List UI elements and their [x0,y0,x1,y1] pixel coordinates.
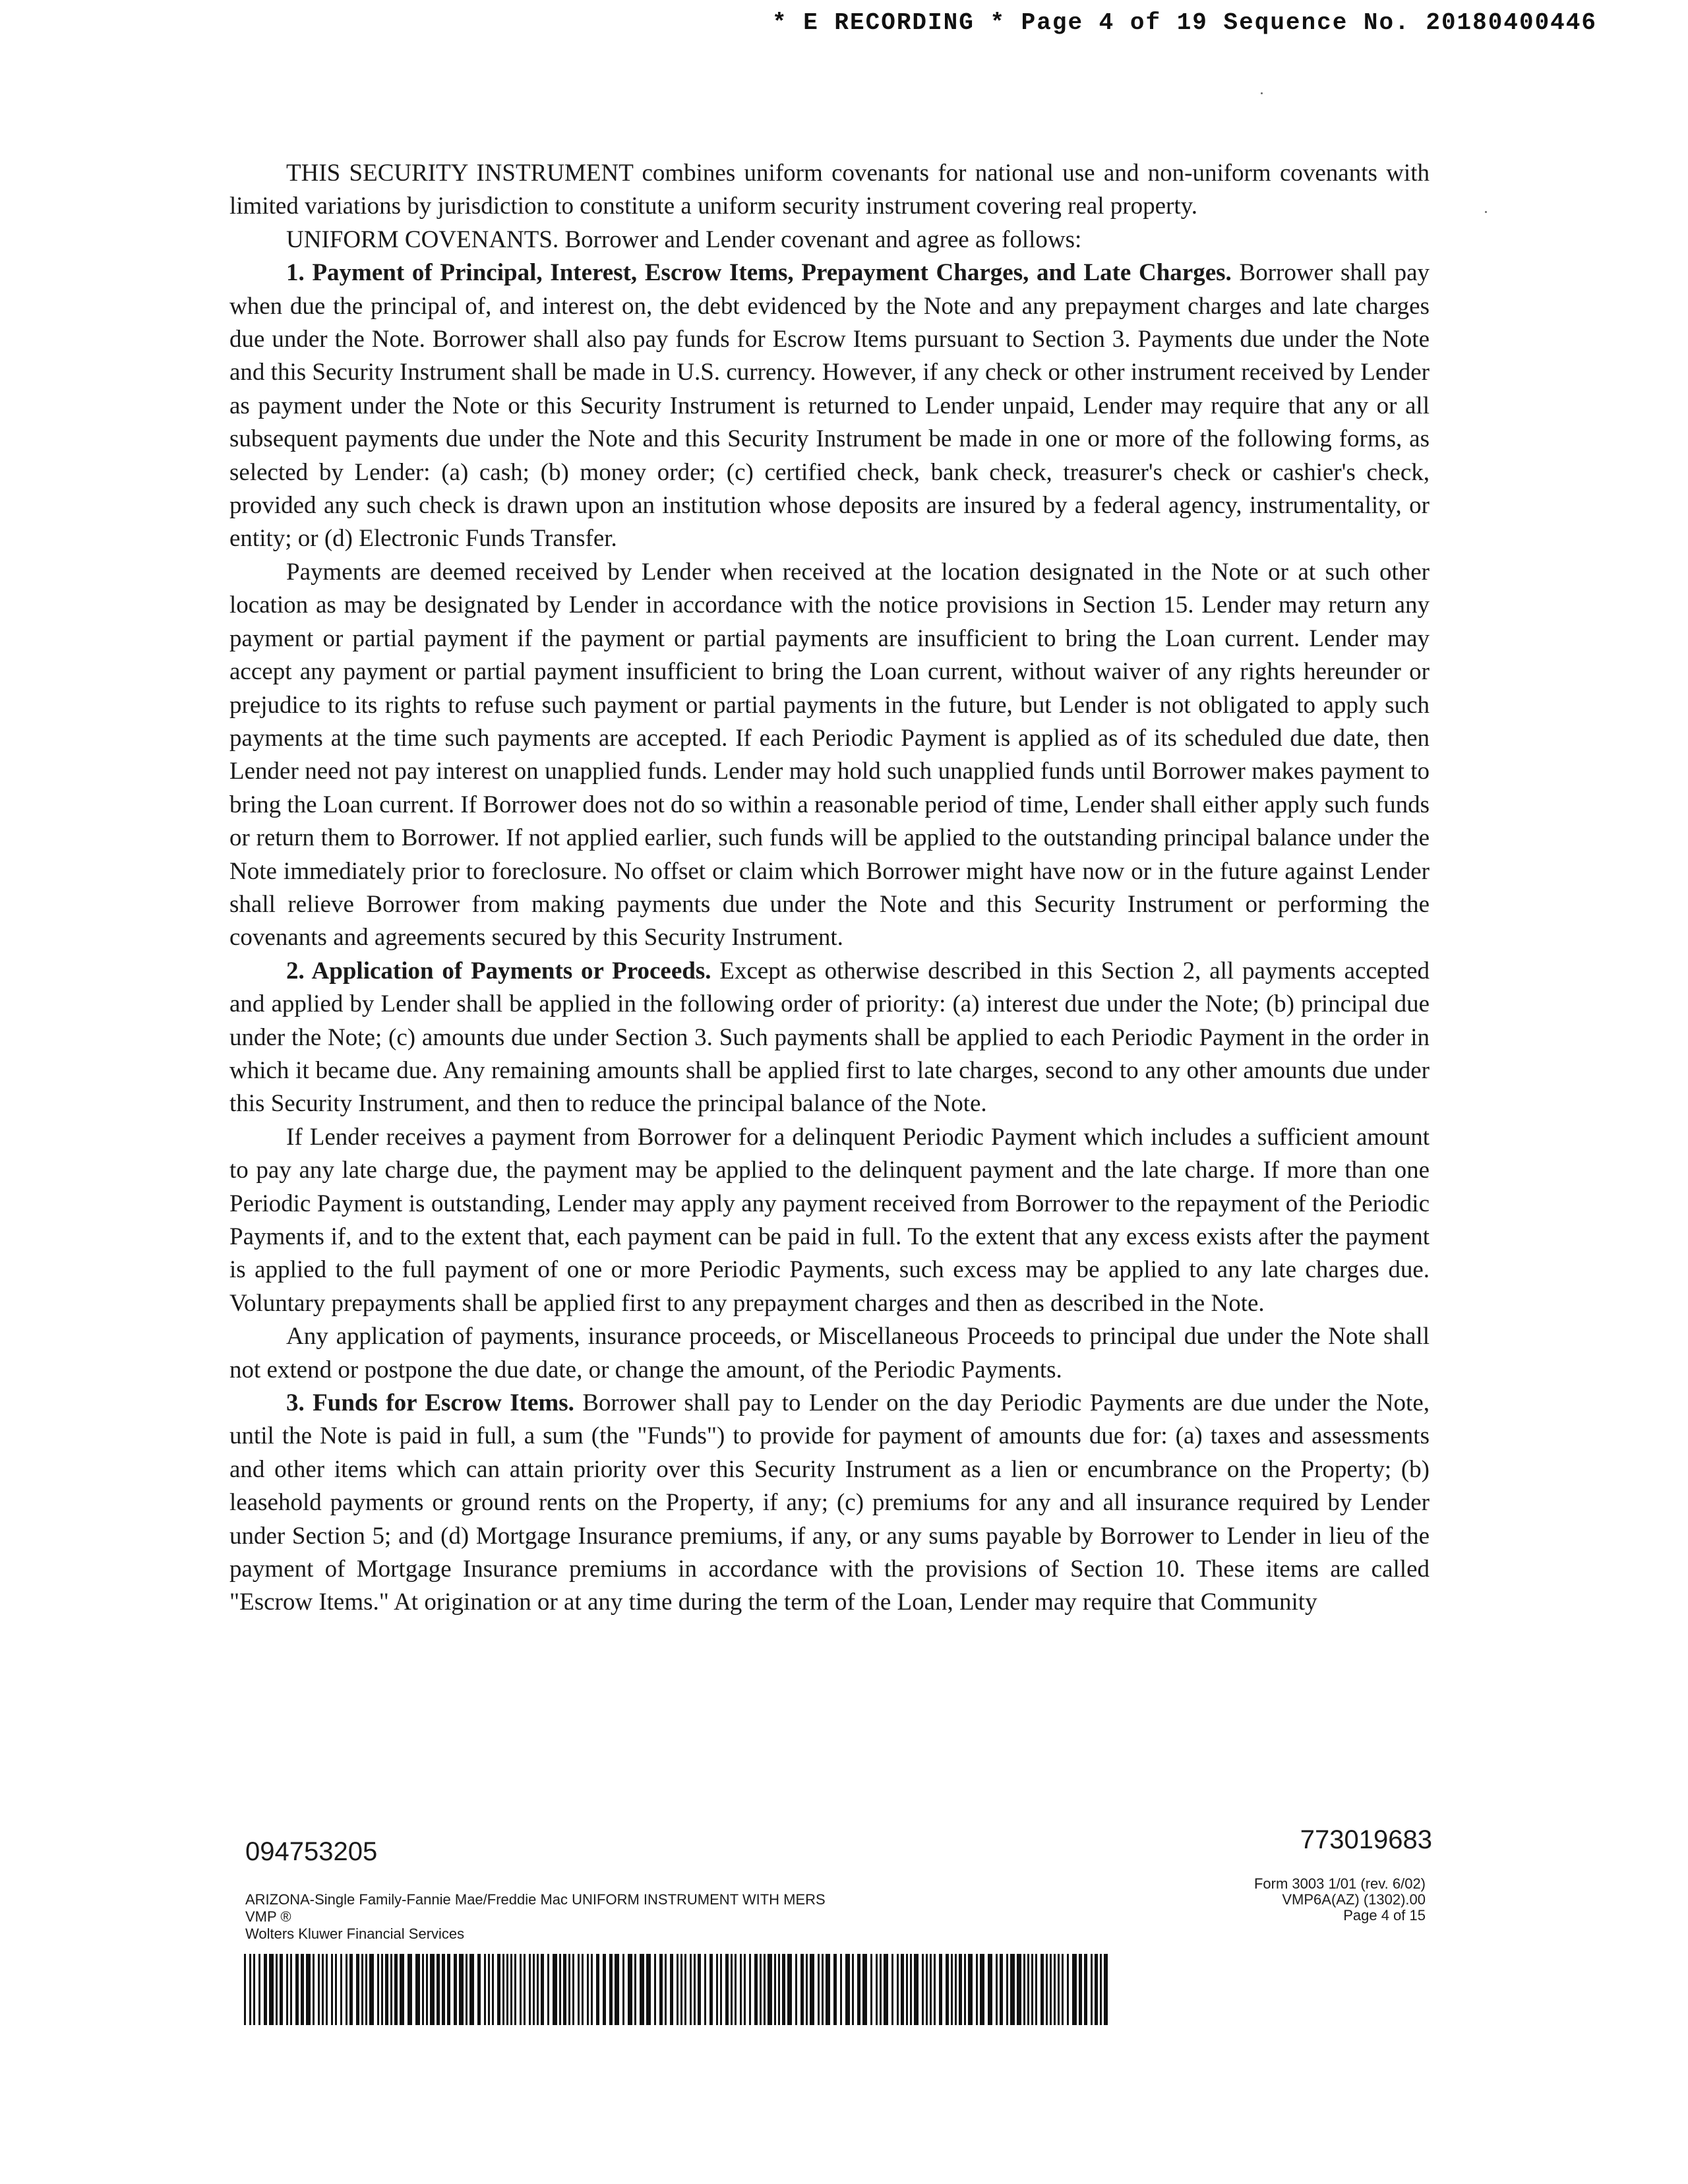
section-3-escrow [229,1387,1430,1620]
form-number: Form 3003 1/01 (rev. 6/02) [1253,1875,1426,1892]
form-id: 773019683 [1300,1825,1432,1854]
paragraph-uniform-covenants [229,224,1430,257]
paragraph-intro [229,157,1430,224]
form-code: VMP6A(AZ) (1302).00 [1282,1891,1426,1908]
paragraph-text: UNIFORM COVENANTS. Borrower and Lender covenant and agree as follows: [286,226,1082,253]
section-heading: 3. Funds for Escrow Items. [286,1389,574,1417]
paragraph-text: Borrower shall pay to Lender on the day Periodic Payments are due under the Note, until the Note is paid in full, a sum (the "Funds") to provide for payment of amounts due for: (a) taxes and assessments and other items which can attain priority over this Security Instrument as a lien or encumbrance on the Property; (b) leasehold payments or ground rents on the Property, if any; (c) premiums for any and all insurance required by Lender under Section 5; and (d) Mortgage Insurance premiums, if any, or any sums payable by Borrower to Lender in lieu of the payment of Mortgage Insurance premiums in accordance with the provisions of Section 10. These items are called "Escrow Items." At origination or at any time during the term of the Loan, Lender may require that Community [229,1389,1430,1616]
loan-number: 094753205 [245,1837,378,1866]
recording-stamp: * E RECORDING * Page 4 of 19 Sequence No. 20180400446 [772,9,1597,36]
section-heading: 1. Payment of Principal, Interest, Escrow Items, Prepayment Charges, and Late Charges. [286,259,1232,287]
paragraph-delinquent-payment [229,1121,1430,1320]
form-page: Page 4 of 15 [1343,1907,1426,1924]
section-1-payment [229,257,1430,556]
paragraph-text: Except as otherwise described in this Section 2, all payments accepted and applied by Lender shall be applied in the following order of priority: (a) interest due under the Note; (b) principal due under the Note; (c) amounts due under Section 3. Such payments shall be applied to each Periodic Payment in the order in which it became due. Any remaining amounts shall be applied first to late charges, second to any other amounts due under this Security Instrument, and then to reduce the principal balance of the Note. [229,957,1430,1118]
form-footer [231,1825,1432,2049]
paragraph-text: If Lender receives a payment from Borrower for a delinquent Periodic Payment which includes a sufficient amount to pay any late charge due, the payment may be applied to the delinquent payment and the late charge. If more than one Periodic Payment is outstanding, Lender may apply any payment received from Borrower to the repayment of the Periodic Payments if, and to the extent that, each payment can be paid in full. To the extent that any excess exists after the payment is applied to the full payment of one or more Periodic Payments, such excess may be applied to any late charges due. Voluntary prepayments shall be applied first to any prepayment charges and then as described in the Note. [229,1123,1430,1317]
form-title: ARIZONA-Single Family-Fannie Mae/Freddie Mac UNIFORM INSTRUMENT WITH MERS [245,1891,826,1908]
barcode [244,1954,1108,2025]
scan-speck [1485,211,1487,213]
vmp-mark: VMP ® [245,1908,291,1925]
scan-speck [1261,92,1263,94]
paragraph-text: Any application of payments, insurance proceeds, or Miscellaneous Proceeds to principal due under the Note shall not extend or postpone the due date, or change the amount, of the Periodic Payments. [229,1323,1430,1383]
paragraph-payments-received [229,556,1430,955]
publisher: Wolters Kluwer Financial Services [245,1926,465,1942]
paragraph-application-proceeds [229,1320,1430,1387]
paragraph-text: Borrower shall pay when due the principal of, and interest on, the debt evidenced by the Note and any prepayment charges and late charges due under the Note. Borrower shall also pay funds for Escrow Items pursuant to Section 3. Payments due under the Note and this Security Instrument shall be made in U.S. currency. However, if any check or other instrument received by Lender as payment under the Note or this Security Instrument is returned to Lender unpaid, Lender may require that any or all subsequent payments due under the Note and this Security Instrument be made in one or more of the following forms, as selected by Lender: (a) cash; (b) money order; (c) certified check, bank check, treasurer's check or cashier's check, provided any such check is drawn upon an institution whose deposits are insured by a federal agency, instrumentality, or entity; or (d) Electronic Funds Transfer. [229,259,1430,553]
paragraph-text: Payments are deemed received by Lender when received at the location designated in the Note or at such other location as may be designated by Lender in accordance with the notice provisions in Section 15. Lender may return any payment or partial payment if the payment or partial payments are insufficient to bring the Loan current. Lender may accept any payment or partial payment insufficient to bring the Loan current, without waiver of any rights hereunder or prejudice to its rights to refuse such payment or partial payments in the future, but Lender is not obligated to apply such payments at the time such payments are accepted. If each Periodic Payment is applied as of its scheduled due date, then Lender need not pay interest on unapplied funds. Lender may hold such unapplied funds until Borrower makes payment to bring the Loan current. If Borrower does not do so within a reasonable period of time, Lender shall either apply such funds or return them to Borrower. If not applied earlier, such funds will be applied to the outstanding principal balance under the Note immediately prior to foreclosure. No offset or claim which Borrower might have now or in the future against Lender shall relieve Borrower from making payments due under the Note and this Security Instrument or performing the covenants and agreements secured by this Security Instrument. [229,558,1430,952]
document-body [229,157,1430,1620]
section-2-application [229,955,1430,1121]
paragraph-text: THIS SECURITY INSTRUMENT combines uniform covenants for national use and non-uniform covenants with limited variations by jurisdiction to constitute a uniform security instrument covering real property. [229,160,1430,220]
section-heading: 2. Application of Payments or Proceeds. [286,957,711,985]
